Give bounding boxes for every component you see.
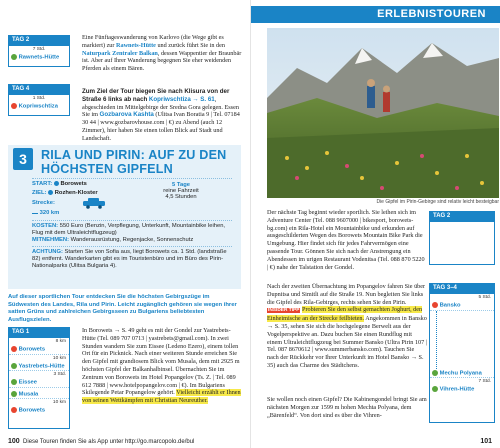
tag-place: Vihren-Hütte: [430, 385, 494, 394]
day-tag-3-4-box: 5 Std. Bansko Mechu Polyana 7 Std. Vihren-Hütte: [429, 293, 495, 423]
tag-place: Musala: [9, 390, 69, 400]
tag-time: 7 Std.: [32, 47, 46, 52]
car-icon: [80, 196, 108, 208]
day-tag-2-right: TAG 2: [429, 211, 495, 221]
gozbarova-link[interactable]: Gozbarova Kashta: [99, 111, 154, 119]
distance-row: 320 km: [32, 209, 59, 216]
day2-paragraph: Der nächste Tag beginnt wieder sportlich. Sie leihen sich im Adventure Center (Tel. 088 9607000 | bikesport, borowets-bg.com) ein Rila-Hotel ein Mountainbike und erkunden auf ausgeschilderten Wegen des Borowets Mountain Bike Park die Umgebung. Hier findet sich für jedes Fahrvermögen eine passende Tour. Gönnen Sie sich nach der Anstrengung ein Abendessen im urigen Restaurant Vodenitsa (Tel. 088 870 5220 | €) nahe der Talstation der Gondel.: [267, 209, 425, 271]
kopriwschtiza-link[interactable]: Kopriwschtiza: [148, 95, 191, 103]
tag-place: Borowets: [9, 406, 69, 415]
day4-paragraph: Sie wollen noch einen Gipfel? Die Kabinengondel bringt Sie am nächsten Morgen zur 1599 m hohen Mechta Polyana, dem „Bärenfeld“. Von dort sind es über die Vihren-: [267, 396, 427, 419]
rawnets-link[interactable]: Rawnets-Hütte: [116, 41, 156, 49]
achtung-row: ACHTUNG: Starten Sie von Sofia aus, liegt Borowets ca. 1 Std. (landstraße 82) entfernt. Wanderkarten gibt es im Touristenbüro und im Büro des Pirin-Nationalparks (Ulitsa Bulgaria 4).: [32, 249, 227, 269]
sight-icon: [11, 103, 17, 109]
tour-title: RILA UND PIRIN: AUF ZU DEN HÖCHSTEN GIPFELN: [41, 148, 227, 176]
location-icon: [54, 181, 59, 186]
day-tag-4-box: [8, 94, 70, 116]
day-tag-2-box: [8, 45, 70, 67]
insider-tip: Vielleicht erzählt er Ihnen von seinen Wettkämpfen mit Christian Neureuther.: [82, 389, 241, 405]
day-tag-1: TAG 1: [8, 327, 70, 337]
day1-paragraph: In Borowets → S. 49 geht es mit der Gondel zur Yastrebets-Hütte (Tel. 089 707 0713 | yastrebets@gmail.com). In zwei Stunden wandern Sie zum Eissee (Ledeno Ezero), einem tollen Ort für ein Picknick. Nach einer weiteren Stunde erreichen Sie den Gipfel mit grandiosem Blick vom Musala, dem mit 2925 m höchsten Gipfel der Balkanhalbinsel. Übernachten Sie im Zentrum von Borowets im Hotel Popangelov (Ts. Z. | Tel. 089 612 7888 | www.hotelpopangelov.com | €). Im Bulgariens Skilegende Petar Popangelow gehört. Vielleicht erzählt er Ihnen von seinen Wettkämpfen mit Christian Neureuther.: [82, 327, 241, 405]
right-footer: 101: [480, 438, 492, 445]
hut-icon: [11, 54, 17, 60]
kopriwschtiza-paragraph: Zum Ziel der Tour biegen Sie nach Klisura von der Straße 6 links ab nach Kopriwschtiza → S. 61, abgeschieden im Mittelgebirge der Sredna Gora gelegen. Essen Sie im Gozbarova Kashta (Ulitsa Ivan Boratia 9 | Tel. 07184 30 44 | www.gozbarovhouse.com | €) zu Abend (auch 12 Zimmer), hier haben Sie einen tollen Blick auf Stadt und Landschaft.: [82, 88, 240, 142]
day-tag-1-box: 8 km Borowets 10 km Yastrebets-Hütte 3 Std. Eissee Musala 10 km Borowets: [8, 337, 70, 429]
day-tag-2-right-box: [429, 221, 495, 265]
intro-paragraph: Eine Fünftageswanderung von Karlovo (die Wege gibt es markiert) zur Rawnets-Hütte und zurück führt Sie in den Naturpark Zentraler Balkan, dessen Wappentier der Braunbär ist. Aber auf Ihrer Wanderung begegnen Sie eher weidenden Pferden als einem Bären.: [82, 34, 242, 73]
section-header: ERLEBNISTOUREN: [250, 6, 500, 23]
tour-lead: Auf dieser sportlichen Tour entdecken Sie die höchsten Gebirgszüge im Südwesten des Landes, Rila und Pirin. Leicht zugänglich gehören sie wegen ihrer satten Grüns und zahlreichen Gebirgsseen zu Bulgariens beliebtesten Ausflugszielen.: [8, 294, 237, 323]
kosten-row: KOSTEN: 550 Euro (Benzin, Verpflegung, Unterkunft, Mountainbike leihen, Flug mit dem Ultraleichtflugzeug): [32, 223, 226, 236]
day3-paragraph: Nach der zweiten Übernachtung im Popangelov fahren Sie über Dupnitsa und Simitli auf die Straße 19. Nun begleiten Sie links die Gipfel des Rila-Gebirges, rechts sehen Sie den Pirin. INSIDER TIPP Probieren Sie den selbst gemachten Joghurt, den Einheimische an der Strecke feilbieten. Angekommen in Bansko → S. 35, sehen Sie sich die hochgelegene Berwelt aus der Vogelperspektive an. Dazu buchen Sie einen Rundflug mit einem Ultraleichtflugzeug bei Summer Bansko (Ultra Pirin 107 | Tel. 087 8670612 | www.summerbansko.com). Tauchen Sie nach der Rückkehr vor Ihrer Unterkunft im Hotel Bansko → S. 35) auch das Charme des Städtchens.: [267, 283, 428, 369]
photo-caption: Die Gipfel im Pirin-Gebirge sind relativ leicht besteigbar: [376, 199, 499, 205]
day-tag-4: TAG 4: [8, 84, 70, 94]
day-tag-2: TAG 2: [8, 35, 70, 45]
strecke-row: Strecke:: [32, 200, 55, 206]
right-page: [250, 0, 500, 448]
tag-time: 1 Std.: [32, 96, 46, 101]
location-icon: [48, 190, 53, 195]
naturpark-link[interactable]: Naturpark Zentraler Balkan: [82, 49, 158, 57]
tour-info-box: [8, 145, 241, 289]
mitnehmen-row: MITNEHMEN: Wanderausrüstung, Regenjacke, Sonnenschutz: [32, 237, 194, 243]
tag-place: Rawnets-Hütte: [9, 53, 69, 62]
left-footer: 100 Diese Touren finden Sie als App unter http://go.marcopolo.de/bul: [8, 438, 195, 445]
duration-block: 5 Tage reine Fahrzeit 4,5 Stunden: [163, 182, 199, 200]
insider-tip: Probieren Sie den selbst gemachten Joghurt, den Einheimische an der Strecke feilbieten.: [267, 306, 423, 323]
ziel-row: ZIEL: Rozhen-Kloster: [32, 190, 98, 197]
day-tag-3-4: TAG 3–4: [429, 283, 495, 293]
route-icon: [32, 209, 38, 214]
tag-place: Eissee: [9, 378, 69, 388]
tag-place: Yastrebets-Hütte: [9, 362, 69, 372]
tag-place: Bansko: [430, 301, 494, 311]
start-row: START: Borowets: [32, 181, 87, 188]
insider-tip-badge: INSIDER TIPP: [268, 308, 300, 314]
mountain-photo: [267, 28, 499, 198]
tag-place: Kopriwschtiza: [9, 102, 69, 111]
tag-place: Borowets: [9, 345, 69, 355]
tour-number-badge: 3: [13, 148, 33, 170]
tag-place: Mechu Polyana: [430, 369, 494, 379]
